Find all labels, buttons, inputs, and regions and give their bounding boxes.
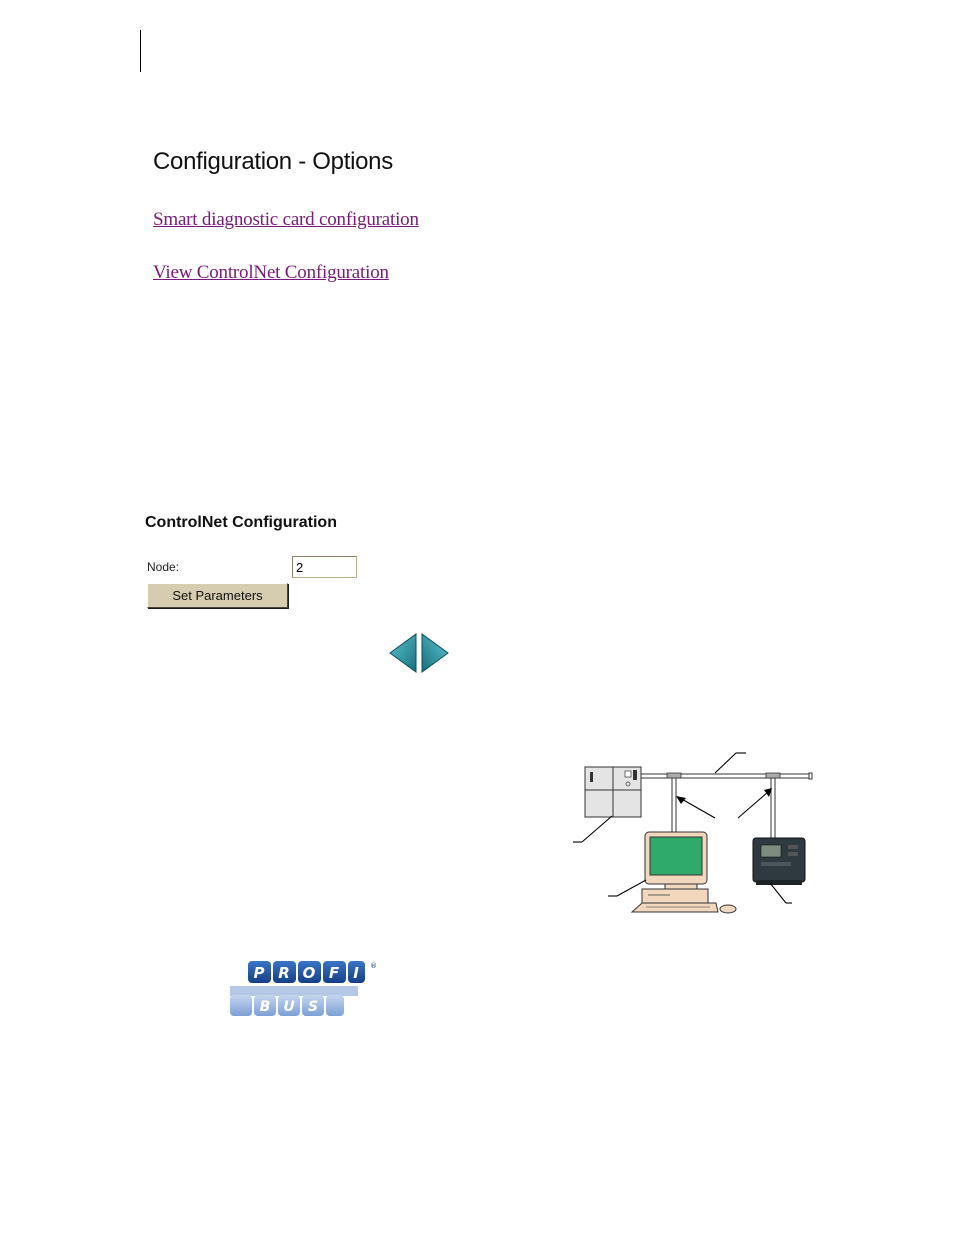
set-parameters-button[interactable]: Set Parameters bbox=[147, 583, 288, 608]
logo-letter-s: S bbox=[307, 999, 319, 1015]
profibus-top-row bbox=[248, 961, 377, 983]
logo-letter-p: P bbox=[253, 964, 265, 982]
trunk-cable bbox=[640, 773, 812, 779]
smart-diagnostic-link[interactable]: Smart diagnostic card configuration bbox=[153, 209, 419, 230]
node-input[interactable] bbox=[292, 556, 357, 578]
computer bbox=[632, 832, 736, 913]
node-label: Node: bbox=[147, 560, 180, 574]
tap-2 bbox=[766, 773, 780, 778]
plc-rack bbox=[585, 767, 641, 817]
logo-letter-u: U bbox=[283, 999, 295, 1015]
margin-rule bbox=[140, 30, 141, 72]
options-title: Configuration - Options bbox=[153, 148, 393, 175]
logo-letter-r: R bbox=[278, 964, 290, 982]
logo-letter-b: B bbox=[259, 999, 271, 1015]
profibus-bottom-row bbox=[230, 995, 344, 1016]
left-arrow-icon[interactable] bbox=[388, 632, 418, 674]
logo-letter-f: F bbox=[328, 964, 340, 982]
logo-letter-i: I bbox=[353, 964, 359, 982]
view-controlnet-link[interactable]: View ControlNet Configuration bbox=[153, 262, 389, 283]
profibus-logo bbox=[228, 958, 377, 1020]
network-diagram bbox=[560, 740, 830, 920]
right-arrow-icon[interactable] bbox=[420, 632, 450, 674]
nav-arrows bbox=[388, 632, 450, 674]
drop-lines bbox=[672, 778, 775, 838]
controlnet-title: ControlNet Configuration bbox=[145, 514, 337, 531]
drive-unit bbox=[753, 838, 805, 885]
logo-letter-o: O bbox=[302, 964, 316, 982]
tap-1 bbox=[667, 773, 681, 778]
logo-registered-mark: ® bbox=[370, 962, 377, 970]
